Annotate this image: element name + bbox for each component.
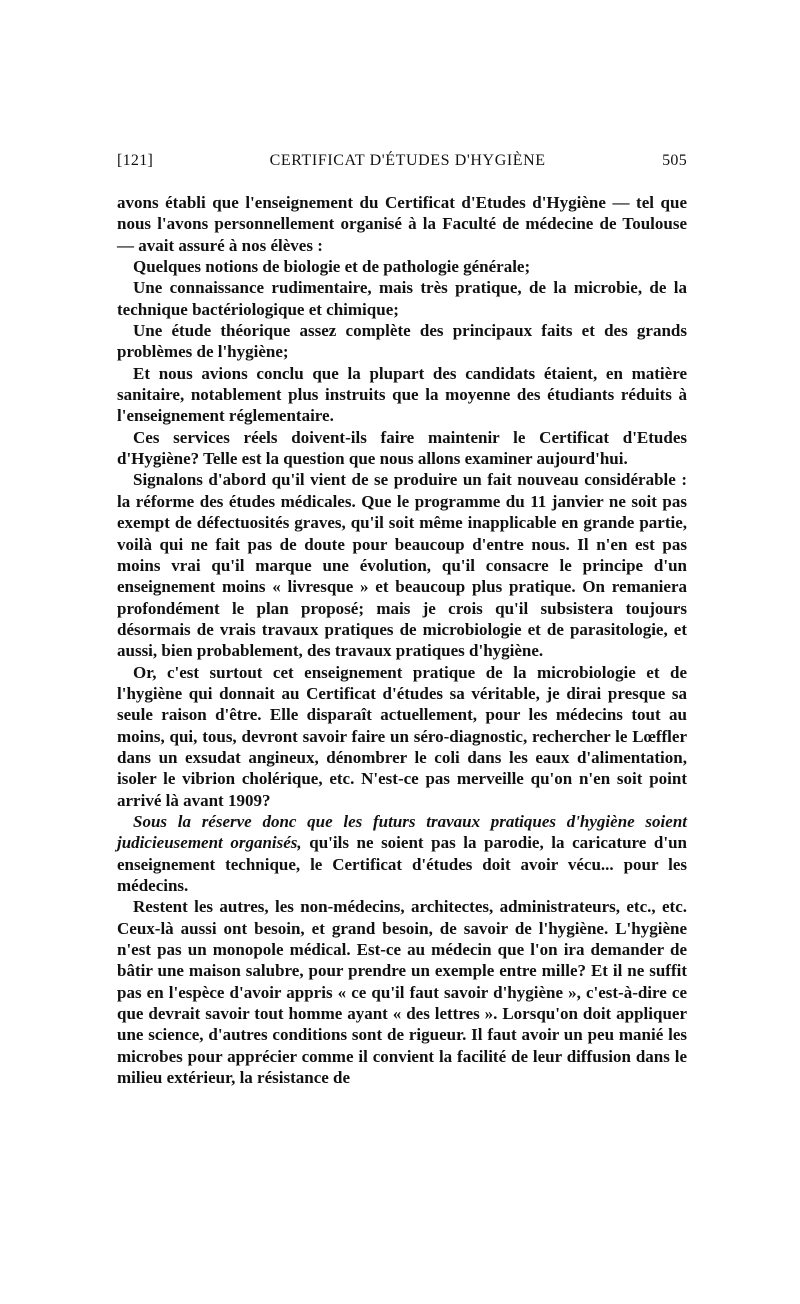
paragraph-text: Une étude théorique assez complète des principaux faits et des grands problèmes de l'hygiène; [117,321,687,362]
paragraph [117,256,687,277]
paragraph-text: Une connaissance rudimentaire, mais très pratique, de la microbie, de la technique bactériologique et chimique; [117,278,687,319]
paragraph-text: Quelques notions de biologie et de pathologie générale; [133,257,531,277]
paragraph [117,811,687,896]
paragraph-text: Et nous avions conclu que la plupart des candidats étaient, en matière sanitaire, notablement plus instruits que la moyenne des étudiants réduits à l'enseignement réglementaire. [117,363,687,426]
paragraph-text: qu'ils ne soient pas la parodie, la caricature d'un enseignement technique, le Certificat d'études doit avoir vécu... pour les médecins. [117,833,687,895]
page-reference: [121] [117,152,154,169]
italic-emphasis: Sous la réserve donc que les futurs travaux pratiques d'hygiène soient judicieusement organisés, [117,811,687,853]
paragraph-text: Restent les autres, les non-médecins, architectes, administrateurs, etc., etc. Ceux-là aussi ont besoin, et grand besoin, de savoir de l'hygiène. L'hygiène n'est pas un monopole médical. Est-ce au médecin que l'on ira demander de bâtir une maison salubre, pour prendre un exemple entre mille? Et il ne suffit pas en l'espèce d'avoir appris « ce qu'il faut savoir d'hygiène », c'est-à-dire ce que devrait savoir tout homme ayant « des lettres ». Lorsqu'on doit appliquer une science, d'autres conditions sont de rigueur. Il faut avoir un peu manié les microbes pour apprécier comme il convient la facilité de leur diffusion dans le milieu extérieur, la résistance de [117,897,687,1088]
paragraph-text: Signalons d'abord qu'il vient de se produire un fait nouveau considérable : la réforme des études médicales. Que le programme du 11 janvier ne soit pas exempt de défectuosités graves, qu'il soit même inapplicable en grande partie, voilà qui ne fait pas de doute pour beaucoup d'entre nous. Il n'en est pas moins vrai qu'il marque une évolution, qu'il consacre le principe d'un enseignement moins « livresque » et beaucoup plus pratique. On remaniera profondément le plan proposé; mais je crois qu'il subsistera toujours désormais de vrais travaux pratiques de microbiologie et de parasitologie, et aussi, bien probablement, des travaux pratiques d'hygiène. [117,470,687,661]
running-title: CERTIFICAT D'ÉTUDES D'HYGIÈNE [269,152,546,169]
paragraph-text: Ces services réels doivent-ils faire maintenir le Certificat d'Etudes d'Hygiène? Telle est la question que nous allons examiner aujourd'hui. [117,427,687,469]
document-page [117,152,687,1088]
paragraph [117,662,687,811]
paragraph [117,363,687,427]
paragraph [117,320,687,363]
paragraph [117,427,687,470]
paragraph-text: avons établi que l'enseignement du Certificat d'Etudes d'Hygiène — tel que nous l'avons personnellement organisé à la Faculté de médecine de Toulouse — avait assuré à nos élèves : [117,193,687,255]
paragraph-text: Or, c'est surtout cet enseignement pratique de la microbiologie et de l'hygiène qui donnait au Certificat d'études sa véritable, je dirai presque sa seule raison d'être. Elle disparaît actuellement, pour les médecins tout au moins, qui, tous, devront savoir faire un séro-diagnostic, rechercher le Lœffler dans un exsudat angineux, dénombrer le coli dans les eaux d'alimentation, isoler le vibrion cholérique, etc. N'est-ce pas merveille qu'on n'en soit point arrivé là avant 1909? [117,662,687,810]
page-number: 505 [662,152,687,169]
paragraph [117,896,687,1088]
paragraph [117,469,687,661]
paragraph [117,277,687,320]
body-text [117,192,687,1088]
running-header [117,152,687,170]
paragraph [117,192,687,256]
